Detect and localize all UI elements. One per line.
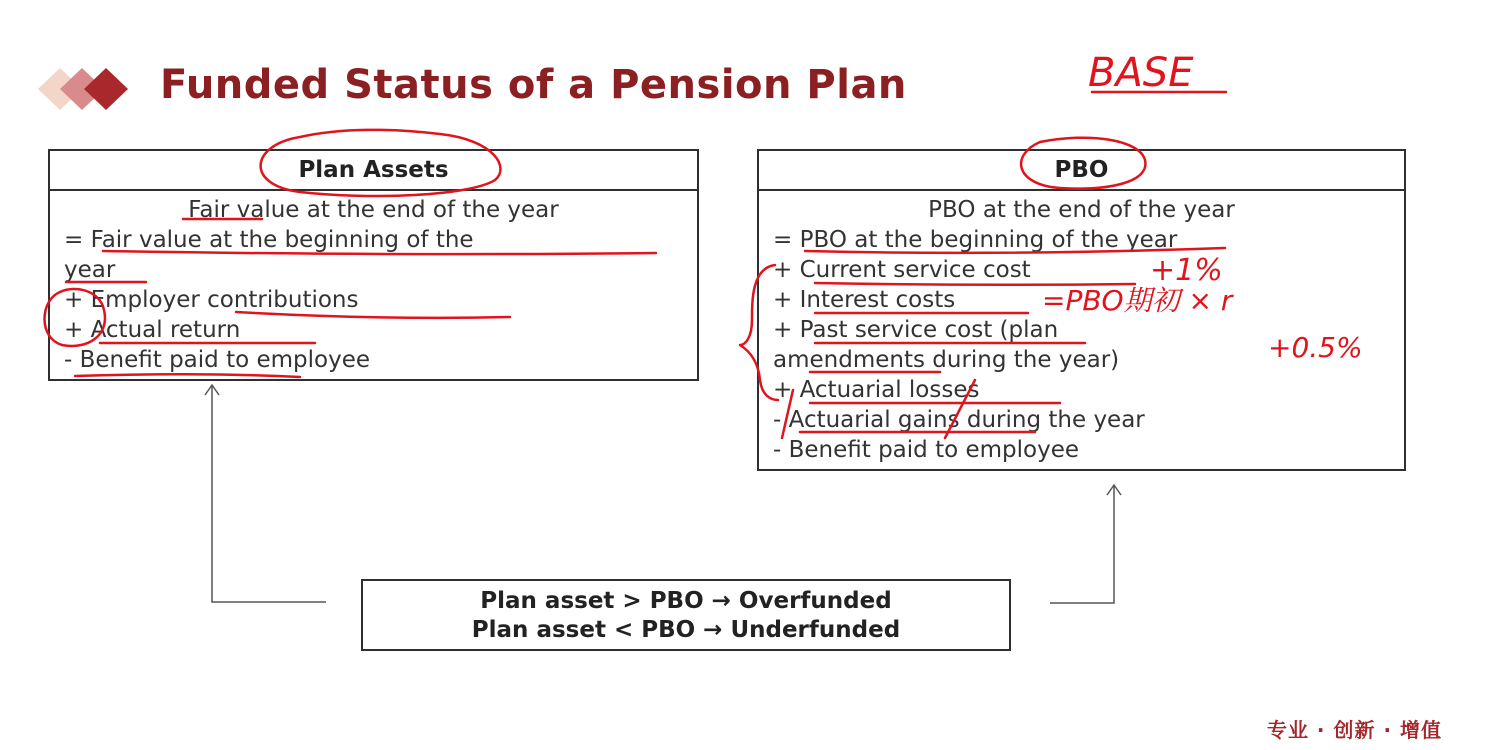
annotation-past-service: +0.5% (1268, 331, 1363, 364)
pbo-line: - Benefit paid to employee (773, 437, 1080, 463)
pbo-body (759, 191, 1404, 465)
pbo-box (757, 149, 1406, 471)
plan-assets-line: year (64, 257, 116, 283)
pbo-line: + Current service cost (773, 257, 1031, 283)
plan-assets-body (50, 191, 697, 375)
annotation-service-cost: +1% (1150, 253, 1223, 288)
footer-slogan: 专业 · 创新 · 增值 (1266, 718, 1442, 742)
pbo-line: + Past service cost (plan (773, 317, 1059, 343)
pbo-line: PBO at the end of the year (928, 197, 1235, 223)
pbo-line: amendments during the year) (773, 347, 1120, 373)
plan-assets-line: + Employer contributions (64, 287, 359, 313)
overfunded-rule: Plan asset > PBO → Overfunded (480, 588, 892, 614)
annotation-interest-cost: =PBO期初 × r (1042, 284, 1233, 317)
pbo-line: + Actuarial losses (773, 377, 980, 403)
pbo-line: = PBO at the beginning of the year (773, 227, 1178, 253)
underfunded-rule: Plan asset < PBO → Underfunded (471, 617, 901, 643)
slide-title: Funded Status of a Pension Plan (160, 62, 907, 108)
plan-assets-header: Plan Assets (50, 151, 697, 191)
pbo-header: PBO (759, 151, 1404, 191)
plan-assets-box (48, 149, 699, 381)
pbo-line: + Interest costs (773, 287, 956, 313)
logo-diamonds-icon (38, 64, 148, 114)
plan-assets-line: = Fair value at the beginning of the (64, 227, 474, 253)
plan-assets-line: + Actual return (64, 317, 241, 343)
plan-assets-line: - Benefit paid to employee (64, 347, 371, 373)
pbo-line: - Actuarial gains during the year (773, 407, 1145, 433)
handwritten-base: BASE (1088, 50, 1194, 96)
plan-assets-line: Fair value at the end of the year (188, 197, 559, 223)
funded-status-conclusion-box (361, 579, 1011, 651)
